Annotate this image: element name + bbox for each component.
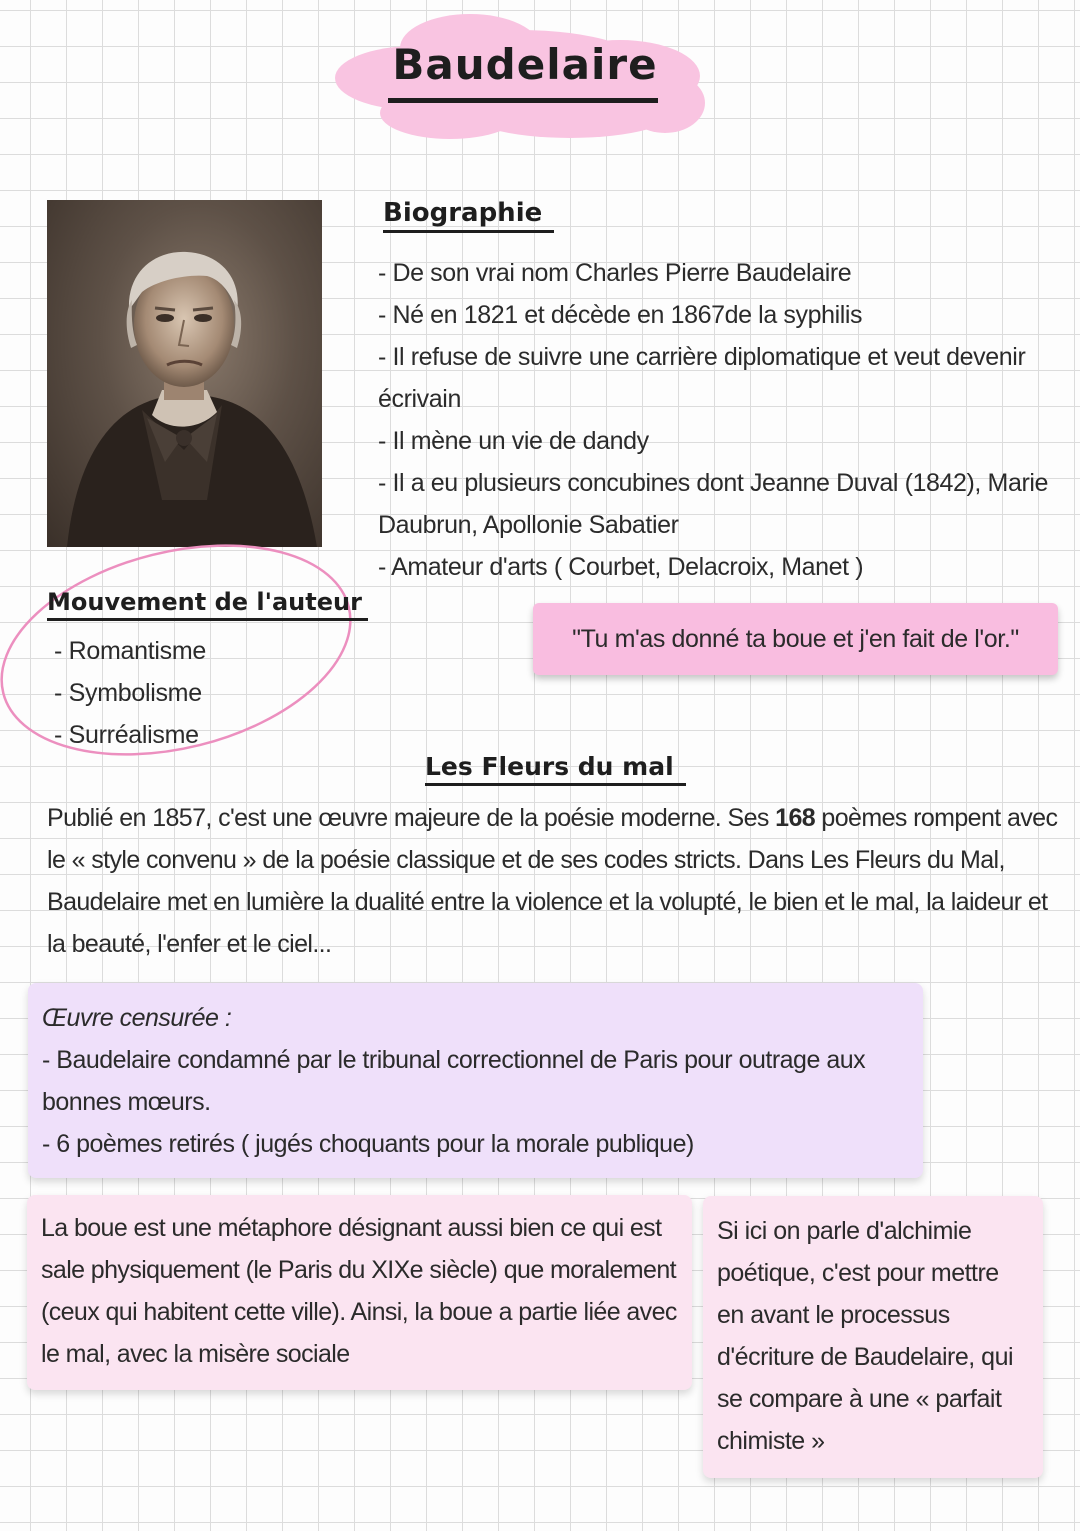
list-item: - Surréalisme bbox=[54, 721, 199, 749]
title-underline bbox=[388, 98, 658, 103]
boue-metaphor-text: La boue est une métaphore désignant aussi bien ce qui est sale physiquement (le Paris du XIXe siècle) que moralement (ceux qui habitent cette ville). Ainsi, la boue a partie liée avec le mal, avec la misère sociale bbox=[41, 1214, 677, 1368]
mouvement-list bbox=[54, 630, 206, 756]
page-title: Baudelaire bbox=[392, 40, 658, 89]
censure-line-2: - 6 poèmes retirés ( jugés choquants pour la morale publique) bbox=[42, 1130, 694, 1158]
list-item: - Romantisme bbox=[54, 637, 206, 665]
fleurs-paragraph bbox=[47, 797, 1067, 965]
biographie-list bbox=[378, 252, 1068, 588]
list-item: Daubrun, Apollonie Sabatier bbox=[378, 511, 679, 539]
fleurs-text-end: poèmes rompent avec le « style convenu » de la poésie classique et de ses codes stricts. Dans Les Fleurs du Mal, Baudelaire met en lumière la dualité entre la violence et la volupté, le bien et le mal, la laideur et la beauté, l'enfer et le ciel... bbox=[47, 804, 1058, 958]
fleurs-heading: Les Fleurs du mal bbox=[425, 752, 686, 786]
list-item: - Il a eu plusieurs concubines dont Jeanne Duval (1842), Marie bbox=[378, 469, 1049, 497]
poem-count: 168 bbox=[775, 804, 816, 832]
fleurs-text-start: Publié en 1857, c'est une œuvre majeure de la poésie moderne. Ses bbox=[47, 804, 776, 832]
list-item: - Il mène un vie de dandy bbox=[378, 427, 649, 455]
alchimie-text: Si ici on parle d'alchimie poétique, c'est pour mettre en avant le processus d'écriture de Baudelaire, qui se compare à une « parfait chimiste » bbox=[717, 1217, 1014, 1455]
list-item: - Il refuse de suivre une carrière diplomatique et veut devenir bbox=[378, 343, 1026, 371]
boue-metaphor-box bbox=[27, 1195, 692, 1390]
list-item: écrivain bbox=[378, 385, 461, 413]
list-item: - Né en 1821 et décède en 1867de la syphilis bbox=[378, 301, 863, 329]
quote-text: "Tu m'as donné ta boue et j'en fait de l'or." bbox=[572, 624, 1019, 653]
censure-box bbox=[28, 983, 923, 1178]
censure-line-1: - Baudelaire condamné par le tribunal correctionnel de Paris pour outrage aux bonnes mœurs. bbox=[42, 1046, 866, 1116]
portrait-photo bbox=[47, 200, 322, 547]
alchimie-box bbox=[703, 1196, 1043, 1478]
quote-box bbox=[533, 603, 1058, 675]
mouvement-heading: Mouvement de l'auteur bbox=[47, 588, 368, 621]
biographie-heading: Biographie bbox=[383, 198, 554, 233]
censure-title: Œuvre censurée : bbox=[42, 1004, 232, 1032]
list-item: - De son vrai nom Charles Pierre Baudelaire bbox=[378, 259, 852, 287]
portrait-figure bbox=[47, 200, 322, 547]
list-item: - Amateur d'arts ( Courbet, Delacroix, Manet ) bbox=[378, 553, 864, 581]
list-item: - Symbolisme bbox=[54, 679, 202, 707]
